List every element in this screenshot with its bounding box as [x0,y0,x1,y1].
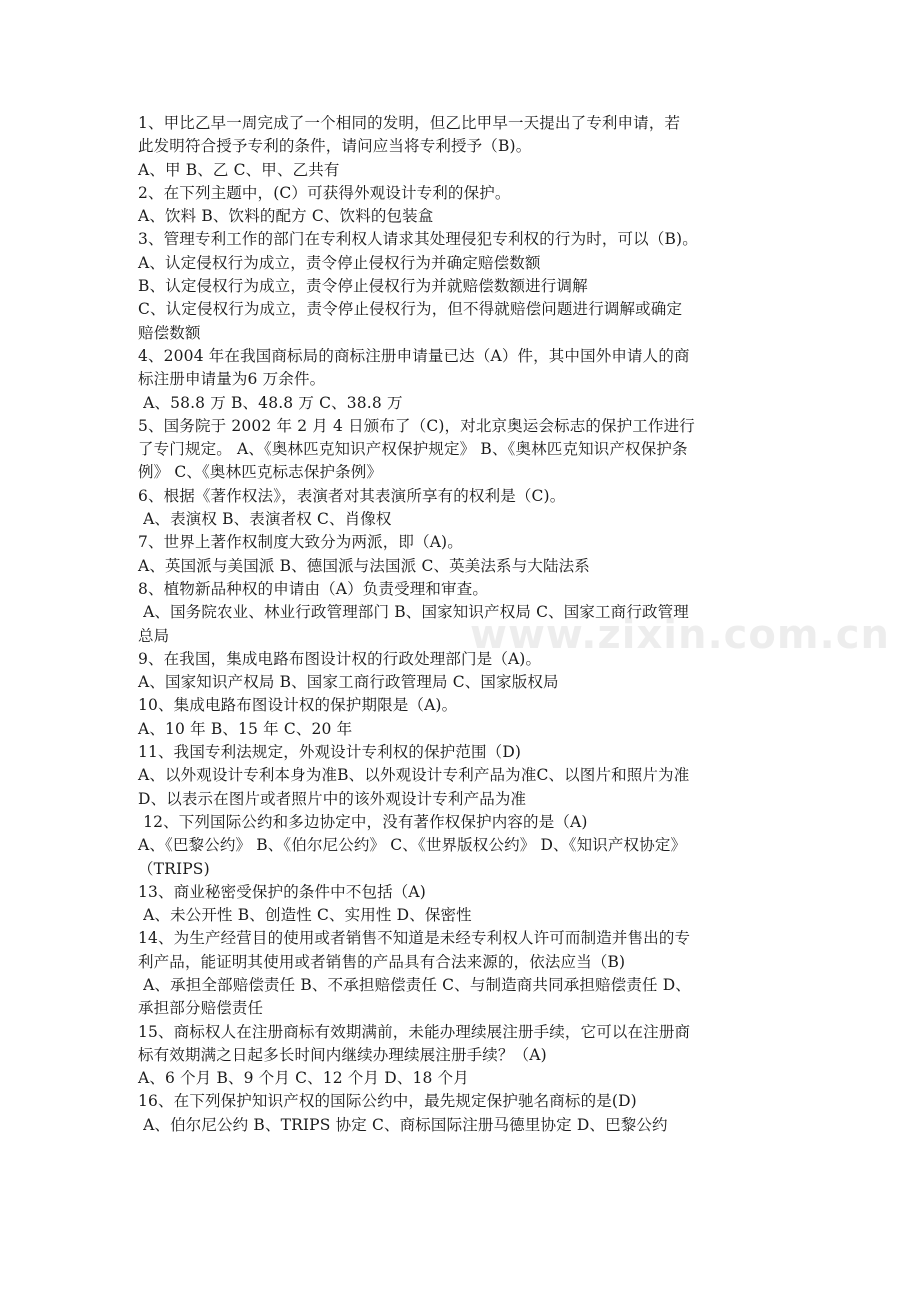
text-line: 7、世界上著作权制度大致分为两派，即（A)。 [138,533,463,552]
text-line: A、承担全部赔偿责任 B、不承担赔偿责任 C、与制造商共同承担赔偿责任 D、 [138,975,691,994]
text-line: A、饮料 B、饮料的配方 C、饮料的包装盒 [138,207,434,226]
text-line: 14、为生产经营目的使用或者销售不知道是未经专利权人许可而制造并售出的专 [138,929,691,948]
text-line: A、6 个月 B、9 个月 C、12 个月 D、18 个月 [138,1069,469,1088]
text-line: A、以外观设计专利本身为准B、以外观设计专利产品为准C、以图片和照片为准 [138,766,690,785]
text-line: A、58.8 万 B、48.8 万 C、38.8 万 [138,393,403,412]
text-line: 5、国务院于 2002 年 2 月 4 日颁布了（C)，对北京奥运会标志的保护工作进行 [138,416,695,435]
text-line: A、国家知识产权局 B、国家工商行政管理局 C、国家版权局 [138,673,559,692]
text-line: 此发明符合授予专利的条件，请问应当将专利授予（B)。 [138,137,532,156]
text-line: 13、商业秘密受保护的条件中不包括（A) [138,882,426,901]
text-line: A、伯尔尼公约 B、TRIPS 协定 C、商标国际注册马德里协定 D、巴黎公约 [138,1115,668,1134]
text-line: A、认定侵权行为成立，责令停止侵权行为并确定赔偿数额 [138,253,541,272]
text-line: D、以表示在图片或者照片中的该外观设计专利产品为准 [138,789,527,808]
text-line: 15、商标权人在注册商标有效期满前，未能办理续展注册手续，它可以在注册商 [138,1022,691,1041]
text-line: 承担部分赔偿责任 [138,999,264,1018]
text-line: 11、我国专利法规定，外观设计专利权的保护范围（D) [138,743,522,762]
text-line: A、英国派与美国派 B、德国派与法国派 C、英美法系与大陆法系 [138,556,590,575]
text-line: 2、在下列主题中，(C）可获得外观设计专利的保护。 [138,183,511,202]
watermark: www.zixin.com.cn [470,612,890,658]
text-line: 4、2004 年在我国商标局的商标注册申请量已达（A）件，其中国外申请人的商 [138,346,690,365]
text-line: B、认定侵权行为成立，责令停止侵权行为并就赔偿数额进行调解 [138,277,588,296]
text-line: A、甲 B、乙 C、甲、乙共有 [138,160,340,179]
text-line: 赔偿数额 [138,323,201,342]
text-line: 8、植物新品种权的申请由（A）负责受理和审查。 [138,579,489,598]
text-line: 16、在下列保护知识产权的国际公约中，最先规定保护驰名商标的是(D) [138,1092,637,1111]
text-line: 标注册申请量为6 万余件。 [138,370,326,389]
text-line: 总局 [138,626,170,645]
text-line: 1、甲比乙早一周完成了一个相同的发明，但乙比甲早一天提出了专利申请，若 [138,114,681,132]
document-body [138,112,798,1137]
text-line: 了专门规定。 A、《奥林匹克知识产权保护规定》 B、《奥林匹克知识产权保护条 [138,440,688,459]
text-line: A、未公开性 B、创造性 C、实用性 D、保密性 [138,906,472,925]
text-line: A、《巴黎公约》 B、《伯尔尼公约》 C、《世界版权公约》 D、《知识产权协定》 [138,836,687,855]
text-line: 标有效期满之日起多长时间内继续办理续展注册手续？（A) [138,1045,547,1064]
text-line: 10、集成电路布图设计权的保护期限是（A)。 [138,696,458,715]
text-line: 6、根据《著作权法》，表演者对其表演所享有的权利是（C)。 [138,486,566,505]
text-line: A、表演权 B、表演者权 C、肖像权 [138,510,392,529]
text-line: 利产品，能证明其使用或者销售的产品具有合法来源的，依法应当（B) [138,952,626,971]
text-line: 9、在我国，集成电路布图设计权的行政处理部门是（A)。 [138,649,542,668]
text-line: C、认定侵权行为成立，责令停止侵权行为，但不得就赔偿问题进行调解或确定 [138,300,683,319]
text-line: 3、管理专利工作的部门在专利权人请求其处理侵犯专利权的行为时，可以（B)。 [138,230,698,249]
text-line: （TRIPS) [138,859,210,878]
text-line: 12、下列国际公约和多边协定中，没有著作权保护内容的是（A) [138,812,588,831]
text-line: A、国务院农业、林业行政管理部门 B、国家知识产权局 C、国家工商行政管理 [138,603,689,622]
text-line: 例》 C、《奥林匹克标志保护条例》 [138,463,383,482]
text-line: A、10 年 B、15 年 C、20 年 [138,719,353,738]
